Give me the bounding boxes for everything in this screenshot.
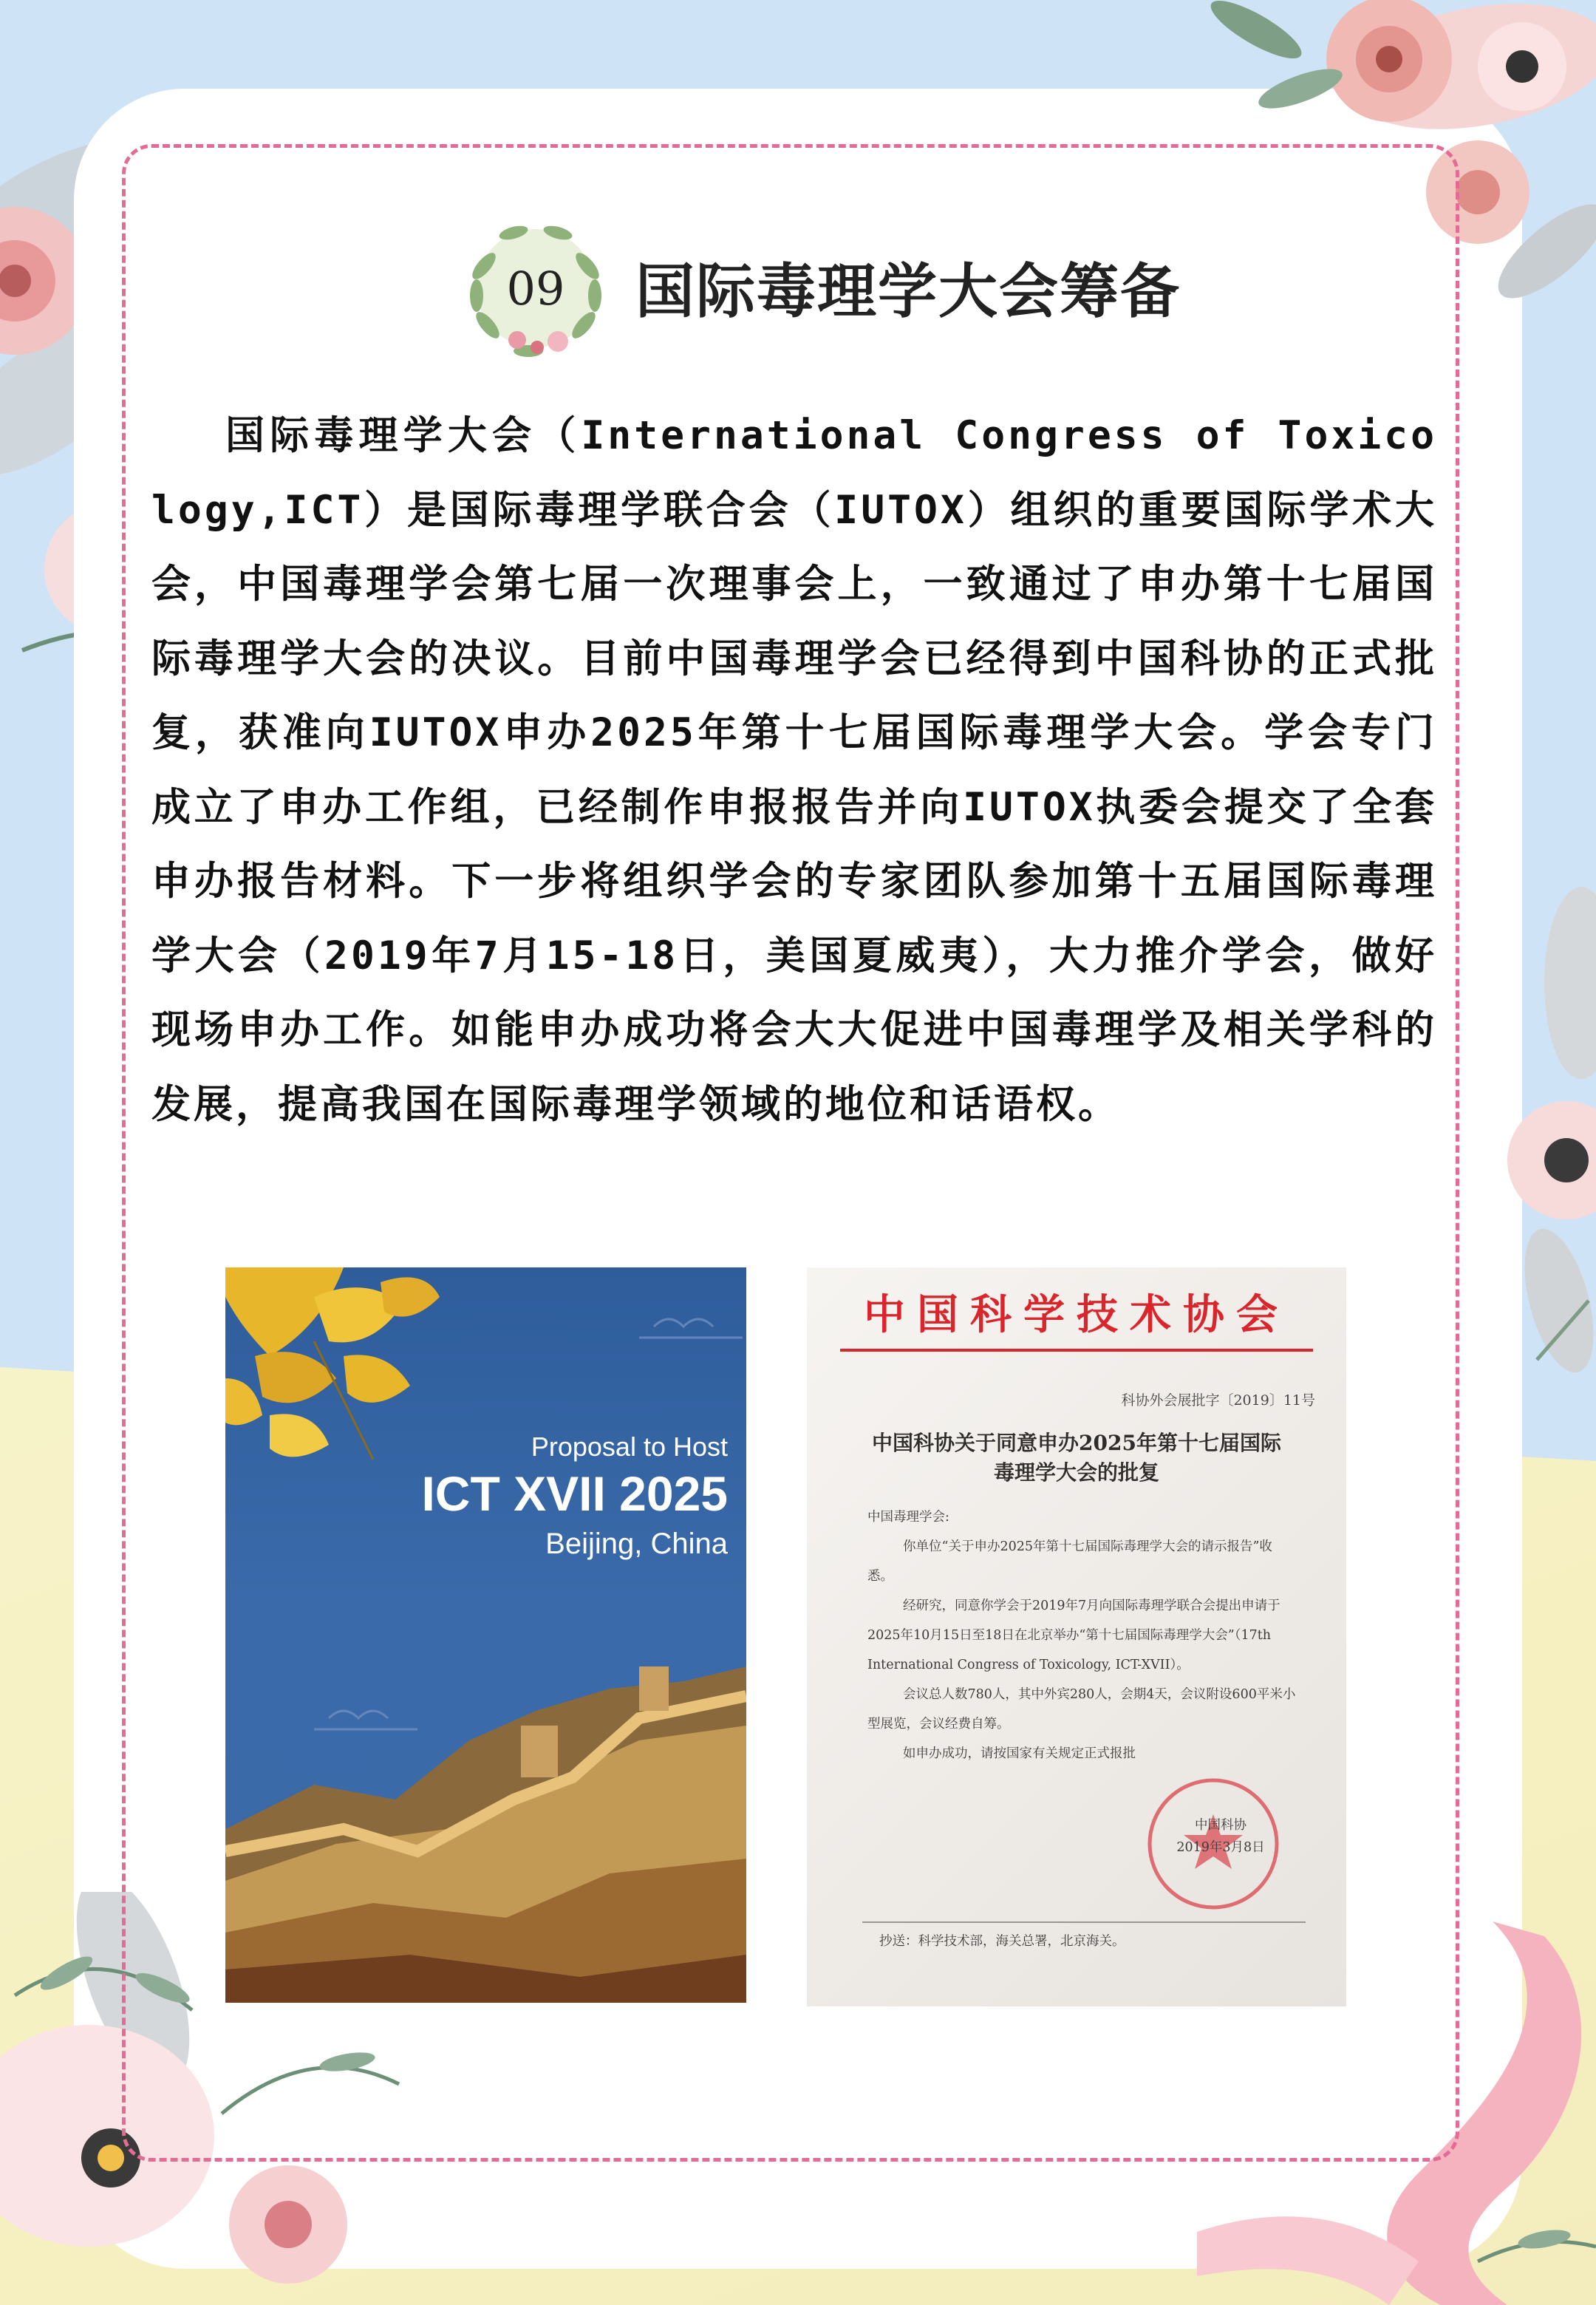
- cc-rule: [862, 1921, 1306, 1923]
- proposal-poster-image: [225, 1267, 746, 2003]
- document-title-line1: 中国科协关于同意申办2025年第十七届国际: [872, 1431, 1281, 1455]
- great-wall-illustration: [225, 1267, 746, 2003]
- signing-organization: 中国科协: [1195, 1818, 1247, 1833]
- letterhead-rule: [840, 1349, 1313, 1352]
- floral-decoration-right: [1493, 887, 1596, 1404]
- body-paragraph: 国际毒理学大会（International Congress of Toxicology,ICT）是国际毒理学联合会（IUTOX）组织的重要国际学术大会，中国毒理学会第七届一次理事会上，一致通过了申办第十七届国际毒理学大会的决议。目前中国毒理学会已经得到中国科协的正式批复，获准向IUTOX申办2025年第十七届国际毒理学大会。学会专门成立了申办工作组，已经制作申报报告并向IUTOX执委会提交了全套申办报告材料。下一步将组织学会的专家团队参加第十五届国际毒理学大会（2019年7月15-18日，美国夏威夷），大力推介学会，做好现场申办工作。如能申办成功将会大大促进中国毒理学及相关学科的发展，提高我国在国际毒理学领域的地位和话语权。: [151, 413, 1437, 1127]
- document-cc: 抄送：科学技术部，海关总署，北京海关。: [879, 1934, 1125, 1949]
- document-paragraph-4: 如申办成功，请按国家有关规定正式报批: [903, 1746, 1136, 1761]
- document-letterhead: 中国科学技术协会: [864, 1290, 1289, 1339]
- section-number-badge: [454, 214, 617, 362]
- poster-location: Beijing, China: [545, 1528, 728, 1560]
- approval-document-image: [807, 1267, 1346, 2006]
- document-title-line2: 毒理学大会的批复: [993, 1460, 1159, 1485]
- document-salutation: 中国毒理学会:: [867, 1510, 949, 1525]
- document-body: [867, 1502, 1296, 1768]
- page-title: 国际毒理学大会筹备: [635, 257, 1181, 326]
- document-signature: [1162, 1814, 1280, 1859]
- document-paragraph-1: 你单位“关于申办2025年第十七届国际毒理学大会的请示报告”收悉。: [867, 1539, 1272, 1584]
- section-number: 09: [506, 261, 565, 316]
- document-paragraph-2: 经研究，同意你学会于2019年7月向国际毒理学联合会提出申请于2025年10月15日至18日在北京举办“第十七届国际毒理学大会”（17th International Congress of Toxicology, ICT-XVII）。: [867, 1598, 1280, 1672]
- document-paragraph-3: 会议总人数780人，其中外宾280人，会期4天，会议附设600平米小型展览，会议经费自筹。: [867, 1687, 1296, 1732]
- document-title: [836, 1429, 1317, 1488]
- poster-subtitle: Proposal to Host: [531, 1431, 728, 1462]
- document-number: 科协外会展批字〔2019〕11号: [1121, 1392, 1315, 1409]
- poster-title: ICT XVII 2025: [421, 1466, 728, 1521]
- signing-date: 2019年3月8日: [1176, 1840, 1265, 1855]
